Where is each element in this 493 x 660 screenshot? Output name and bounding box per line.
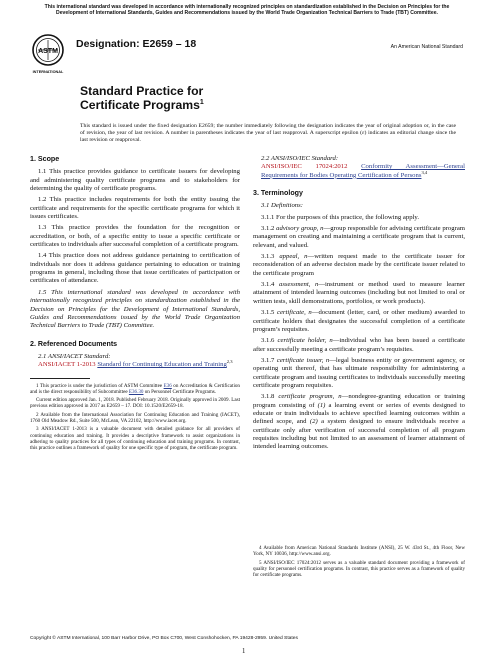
astm-logo <box>30 32 66 76</box>
scope-1-1: 1.1 This practice provides guidance to certificate issuers for developing and administering quality certificate programs and to stakeholders for determining the quality of certificate programs. <box>30 168 240 193</box>
designation: Designation: E2659 – 18 <box>76 38 197 50</box>
ref-2-2[interactable]: ANSI/ISO/IEC 17024:2012 Conformity Assessment—General Requirements for Bodies Operating Certification of Persons$^{3,4}$ <box>261 163 465 179</box>
footnote-1-edition: Current edition approved Jan. 1, 2018. Published February 2018. Originally approved in 2009. Last previous edition approved in 2017 as E2659 – 17. DOI: 10.1520/E2659-18. <box>30 397 240 410</box>
scope-1-2: 1.2 This practice includes requirements for both the entity issuing the certificate and requirements for the specific certificate programs for which it issues certificates. <box>30 196 240 221</box>
ref-2-1-label: 2.1 ANSI/IACET Standard: <box>38 352 111 360</box>
ref-2-1[interactable]: ANSI/IACET 1-2013 Standard for Continuing Education and Training$^{2,3}$ <box>38 358 233 369</box>
right-footnotes <box>253 545 465 580</box>
footnote-rule <box>30 378 90 379</box>
e36-30-link[interactable]: E36.30 <box>128 388 144 395</box>
term-3-1-4: 3.1.4 assessment, n—instrument or method used to measure learner attainment of intended learning outcomes (including but not limited to oral or written tests, skill demonstrations, portfolios, or work products). <box>253 281 465 305</box>
page-number: 1 <box>242 648 246 655</box>
wto-notice: This international standard was developed in accordance with internationally recognized principles on standardization established in the Decision on Principles for the Development of International Standards, Guides and Recommendations issued by the World Trade Organization Technical Barriers to Trade (TBT) Committee. <box>44 4 450 17</box>
title-line2: Certificate Programs$^1$ <box>80 98 204 112</box>
ref-2-2-label: 2.2 ANSI/ISO/IEC Standard: <box>261 155 339 162</box>
footnote-4: 4 Available from American National Standards Institute (ANSI), 25 W. 43rd St., 4th Floor, New York, NY 10036, http://www.ansi.org. <box>253 545 465 558</box>
ref-2-1-code[interactable]: ANSI/IACET 1-2013 <box>38 361 96 369</box>
issued-note: This standard is issued under the fixed designation E2659; the number immediately following the designation indicates the year of original adoption or, in the case of revision, the year of last revision. A number in parentheses indicates the year of last reapproval. A superscript epsilon (ε) indicates an editorial change since the last revision or reapproval. <box>80 123 456 144</box>
right-column <box>253 155 465 455</box>
footnote-1: 1 This practice is under the jurisdiction of ASTM Committee E36 on Accreditation & Certification and is the direct responsibility of Subcommittee E36.30 on Personnel Certificate Programs. <box>30 382 240 395</box>
ref-2-2-code[interactable]: ANSI/ISO/IEC 17024:2012 <box>261 163 348 171</box>
copyright-footer: Copyright © ASTM International, 100 Barr Harbor Drive, PO Box C700, West Conshohocken, PA 19428-2959. United States <box>30 636 298 641</box>
term-3-1-2: 3.1.2 advisory group, n—group responsible for advising certificate program management on creating and maintaining a certificate program that is current, relevant, and valued. <box>253 225 465 249</box>
scope-1-5: 1.5 This international standard was developed in accordance with internationally recognized principles on standardization established in the Decision on Principles for the Development of International Standards, Guides and Recommendations issued by the World Trade Organization Technical Barriers to Trade (TBT) Committee. <box>30 288 240 330</box>
refs-heading: 2. Referenced Documents <box>30 339 118 348</box>
term-3-1-8: 3.1.8 certificate program, n—nondegree-granting education or training program consisting of (1) a learning event or series of events designed to educate or train individuals to achieve specified learning outcomes within a defined scope, and (2) a system designed to ensure individuals receive a certificate only after verification of successful completion of all program requisites including but not limited to an assessment of learner attainment of intended learning outcomes. <box>253 393 466 451</box>
term-3-1-1: 3.1.1 For the purposes of this practice, the following apply. <box>261 213 419 221</box>
footnote-5: 5 ANSI/ISO/IEC 17024:2012 serves as a valuable standard document providing a framework of quality for personnel certification programs. In contrast, this practice serves as a framework of quality for certificate programs. <box>253 559 465 579</box>
footnote-2: 2 Available from the International Association for Continuing Education and Training (IACET), 1760 Old Meadow Rd., Suite 500, McLean, VA 22102, http://www.iacet.org. <box>30 411 240 425</box>
term-3-1-5: 3.1.5 certificate, n—document (letter, card, or other medium) awarded to certificate holders that designates the successful completion of a certificate program’s requisites. <box>253 309 466 333</box>
logo-text: ASTM <box>38 48 58 55</box>
ref-2-2-title[interactable]: Conformity Assessment—General Requirements for Bodies Operating Certification of Persons <box>261 163 465 179</box>
logo-subtext: INTERNATIONAL <box>32 70 64 74</box>
term-3-1: 3.1 Definitions: <box>261 202 303 210</box>
left-column <box>30 155 240 454</box>
ansi-label: An American National Standard <box>390 44 463 50</box>
title-line1: Standard Practice for <box>80 84 204 98</box>
term-3-1-3: 3.1.3 appeal, n—written request made to the certificate issuer for reconsideration of an adverse decision made by the certificate issuer related to the certificate program <box>253 253 466 277</box>
term-3-1-6: 3.1.6 certificate holder, n—individual who has been issued a certificate after successfully meeting a certificate program’s requisites. <box>253 337 466 353</box>
terminology-heading: 3. Terminology <box>253 189 303 198</box>
e36-link[interactable]: E36 <box>163 382 172 389</box>
scope-heading: 1. Scope <box>30 155 60 163</box>
scope-1-4: 1.4 This practice does not address guidance pertaining to certification of individuals nor does it address guidance pertaining to education or training programs in general, including those that issue certificates of participation or certificates of attendance. <box>30 252 240 285</box>
footnote-3: 3 ANSI/IACET 1-2013 is a valuable document with detailed guidance for all providers of continuing education and training. It provides a descriptive framework to assist organizations in adhering to quality practices for all types of continuing education and training programs. In contrast, this practice outlines a framework of quality for one specific type of program, the certificate program. <box>30 426 240 452</box>
page-title <box>80 84 204 112</box>
ref-2-1-title[interactable]: Standard for Continuing Education and Training <box>97 361 227 369</box>
scope-1-3: 1.3 This practice provides the foundation for the recognition or accreditation, or both, of a specific entity to issue a specific certificate or certificates to individuals after successful completion of a certificate program. <box>30 224 240 249</box>
term-3-1-7: 3.1.7 certificate issuer, n—legal business entity or government agency, or operating unit thereof, that has ultimate responsibility for administering a certificate program and issuing certificates to individuals successfully meeting certificate program requisites. <box>253 356 465 389</box>
